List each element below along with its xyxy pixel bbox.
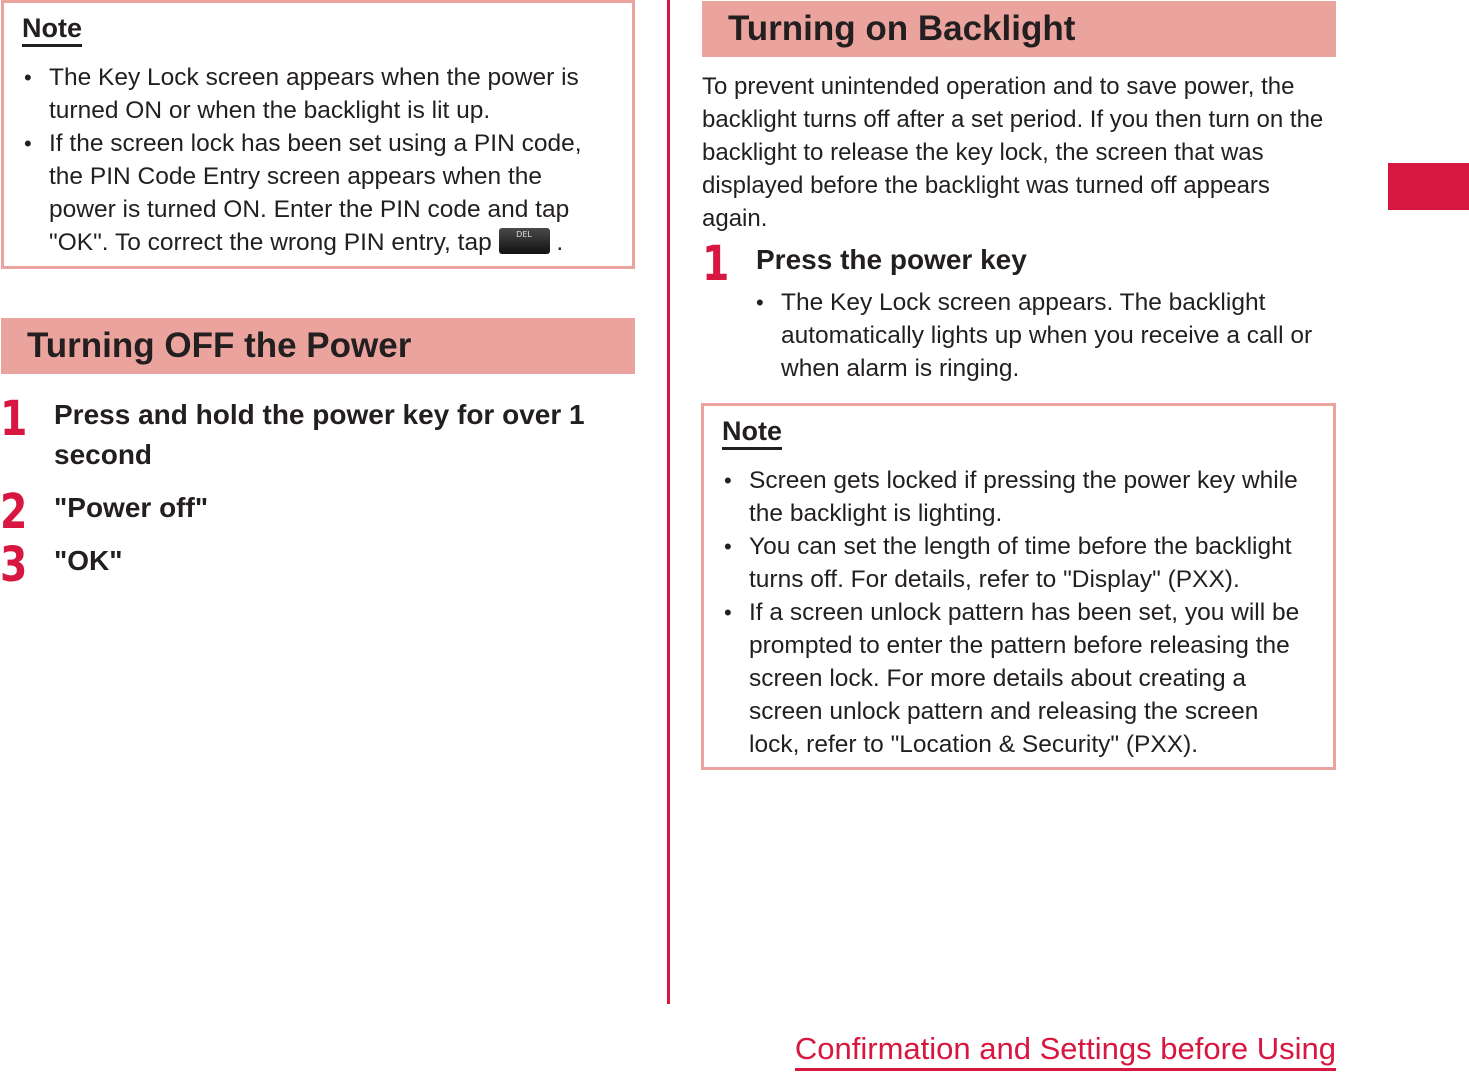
step-bullet: • The Key Lock screen appears. The backlight automatically lights up when you receive a call or when alarm is ringing. [754, 286, 1314, 385]
note-list [22, 61, 614, 259]
chapter-footer-title: Confirmation and Settings before Using [795, 1030, 1336, 1071]
note-box-right [701, 403, 1336, 770]
step-text: Press the power key [756, 244, 1027, 275]
step-number: 3 [0, 537, 28, 593]
step-text: Press and hold the power key for over 1 second [54, 399, 585, 470]
step-number: 1 [702, 236, 730, 292]
note-item: • The Key Lock screen appears when the power is turned ON or when the backlight is lit up. [22, 61, 614, 127]
step-bullet-list [754, 286, 1314, 385]
step-1-power-off [0, 391, 640, 475]
note-box-left [1, 0, 635, 269]
step-1-backlight [702, 236, 1336, 390]
del-key-icon: DEL [499, 228, 550, 254]
chapter-edge-tab [1388, 163, 1469, 210]
step-number: 1 [0, 391, 28, 447]
step-2-power-off [0, 484, 640, 540]
step-number: 2 [0, 484, 28, 540]
step-3-power-off [0, 537, 640, 593]
note-title: Note [722, 416, 782, 450]
note-item: • Screen gets locked if pressing the power key while the backlight is lighting. [722, 464, 1307, 530]
note-item: • If the screen lock has been set using a PIN code, the PIN Code Entry screen appears when the power is turned ON. Enter the PIN code and tap "OK". To correct the wrong PIN entry, tap DEL . [22, 127, 614, 259]
note-title: Note [22, 13, 82, 47]
note-item: • You can set the length of time before the backlight turns off. For details, refer to "Display" (PXX). [722, 530, 1307, 596]
step-text: "Power off" [54, 492, 209, 523]
backlight-intro: To prevent unintended operation and to save power, the backlight turns off after a set period. If you then turn on the backlight to release the key lock, the screen that was displayed before the backlight was turned off appears again. [702, 73, 1324, 232]
section-header-power-off: Turning OFF the Power [1, 318, 635, 374]
note-list [722, 464, 1307, 761]
section-header-backlight: Turning on Backlight [702, 1, 1336, 57]
step-text: "OK" [54, 545, 123, 576]
note-item: • If a screen unlock pattern has been set, you will be prompted to enter the pattern before releasing the screen lock. For more details about creating a screen unlock pattern and releasing the screen lock, refer to "Location & Security" (PXX). [722, 596, 1307, 761]
column-divider [667, 0, 670, 1004]
